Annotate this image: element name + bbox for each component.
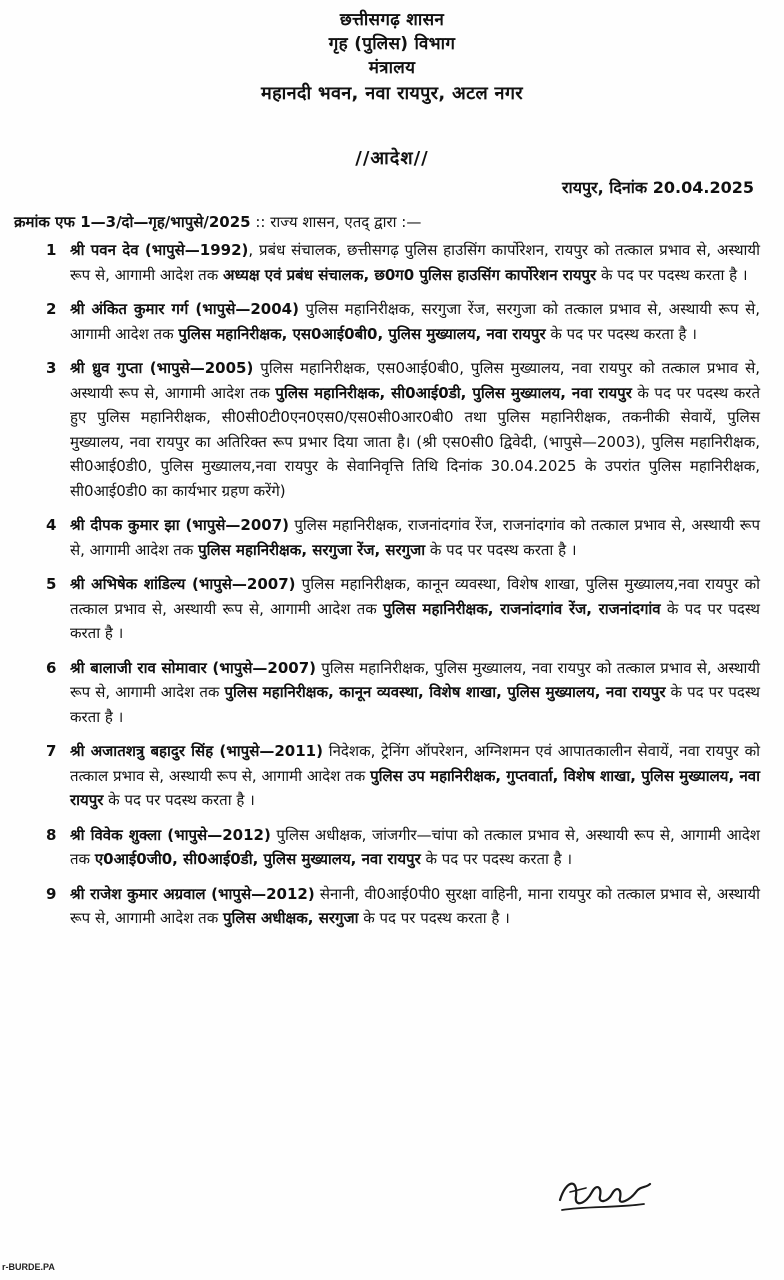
item-text-end: के पद पर पदस्थ करता है । (420, 850, 573, 868)
footer-mark: r-BURDE.PA (2, 1262, 55, 1272)
item-number: 9 (46, 884, 57, 903)
new-post: पुलिस महानिरीक्षक, सरगुजा रेंज, सरगुजा (198, 540, 426, 559)
new-post: पुलिस महानिरीक्षक, सी0आई0डी, पुलिस मुख्यालय, नवा रायपुर (275, 383, 632, 402)
header-ministry: मंत्रालय (368, 58, 416, 78)
order-item (0, 238, 784, 287)
item-text-end: के पद पर पदस्थ करता है । (425, 540, 577, 559)
reference-text: :: राज्य शासन, एतद् द्वारा :— (250, 213, 422, 231)
new-post: पुलिस महानिरीक्षक, कानून व्यवस्था, विशेष शाखा, पुलिस मुख्यालय, नवा रायपुर (224, 683, 666, 701)
order-item (0, 656, 784, 730)
new-post: ए0आई0जी0, सी0आई0डी, पुलिस मुख्यालय, नवा रायपुर (94, 850, 421, 868)
order-item (0, 823, 784, 872)
item-text: पुलिस अधीक्षक, जांजगीर—चांपा को तत्काल प्रभाव से, अस्थायी रूप से, आगामी आदेश तक (70, 825, 760, 868)
item-text-end: के पद पर पदस्थ करता है । (103, 791, 255, 809)
item-text-end: के पद पर पदस्थ करता है । (358, 909, 510, 927)
signature-mark (556, 1170, 656, 1216)
item-text: पुलिस महानिरीक्षक, कानून व्यवस्था, विशेष शाखा, पुलिस मुख्यालय,नवा रायपुर को तत्काल प्रभाव से, अस्थायी रूप से, आगामी आदेश तक (70, 575, 760, 618)
new-post: अध्यक्ष एवं प्रबंध संचालक, छ0ग0 पुलिस हाउसिंग कार्पोरेशन रायपुर (223, 265, 597, 284)
order-item (0, 739, 784, 813)
date-line: रायपुर, दिनांक 20.04.2025 (562, 178, 754, 197)
officer-name: श्री ध्रुव गुप्ता (भापुसे—2005) (70, 359, 254, 377)
new-post: पुलिस महानिरीक्षक, राजनांदगांव रेंज, राजनांदगांव (383, 599, 661, 618)
officer-name: श्री अजातशत्रु बहादुर सिंह (भापुसे—2011) (70, 742, 323, 760)
order-item (0, 882, 784, 931)
order-item (0, 356, 784, 503)
item-number: 7 (46, 742, 57, 760)
item-number: 1 (46, 241, 57, 259)
item-text: सेनानी, वी0आई0पी0 सुरक्षा वाहिनी, माना रायपुर को तत्काल प्रभाव से, अस्थायी रूप से, आगामी आदेश तक (70, 884, 760, 927)
new-post: पुलिस उप महानिरीक्षक, गुप्तवार्ता, विशेष शाखा, पुलिस मुख्यालय, नवा रायपुर (70, 766, 760, 809)
order-items (0, 238, 784, 931)
item-number: 2 (46, 300, 57, 318)
header-government: छत्तीसगढ़ शासन (339, 10, 445, 30)
item-text: निदेशक, ट्रेनिंग ऑपरेशन, अग्निशमन एवं आपातकालीन सेवायें, नवा रायपुर को तत्काल प्रभाव से, अस्थायी रूप से, आगामी आदेश तक (70, 742, 760, 785)
item-text-end: के पद पर पदस्थ करता है । (596, 265, 748, 284)
item-number: 6 (46, 658, 57, 677)
officer-name: श्री दीपक कुमार झा (भापुसे—2007) (70, 516, 289, 534)
order-item (0, 513, 784, 562)
officer-name: श्री अंकित कुमार गर्ग (भापुसे—2004) (70, 300, 299, 318)
item-number: 8 (46, 825, 57, 844)
order-item (0, 572, 784, 646)
order-item (0, 297, 784, 346)
reference-number: क्रमांक एफ 1—3/दो—गृह/भापुसे/2025 (14, 213, 251, 231)
letterhead (0, 8, 784, 106)
new-post: पुलिस अधीक्षक, सरगुजा (223, 909, 359, 927)
item-text: पुलिस महानिरीक्षक, एस0आई0बी0, पुलिस मुख्यालय, नवा रायपुर को तत्काल प्रभाव से, अस्थायी रूप से, आगामी आदेश तक (70, 359, 760, 402)
item-number: 3 (46, 359, 57, 377)
item-text-end: के पद पर पदस्थ करता है । (545, 324, 697, 343)
item-number: 4 (46, 516, 57, 534)
item-text: पुलिस महानिरीक्षक, सरगुजा रेंज, सरगुजा को तत्काल प्रभाव से, अस्थायी रूप से, आगामी आदेश तक (70, 300, 760, 343)
item-text: , प्रबंध संचालक, छत्तीसगढ़ पुलिस हाउसिंग कार्पोरेशन, रायपुर को तत्काल प्रभाव से, अस्थायी रूप से, आगामी आदेश तक (70, 241, 760, 284)
order-title: //आदेश// (355, 148, 429, 169)
item-text: पुलिस महानिरीक्षक, राजनांदगांव रेंज, राजनांदगांव को तत्काल प्रभाव से, अस्थायी रूप से, आगामी आदेश तक (70, 516, 760, 559)
officer-name: श्री विवेक शुक्ला (भापुसे—2012) (70, 825, 271, 844)
officer-name: श्री बालाजी राव सोमावार (भापुसे—2007) (70, 658, 316, 677)
item-number: 5 (46, 575, 57, 593)
header-department: गृह (पुलिस) विभाग (328, 34, 456, 54)
new-post: पुलिस महानिरीक्षक, एस0आई0बी0, पुलिस मुख्यालय, नवा रायपुर (178, 324, 546, 343)
reference-line (14, 212, 764, 232)
item-text-end: के पद पर पदस्थ करता है । (70, 599, 760, 642)
item-text-end: के पद पर पदस्थ करते हुए पुलिस महानिरीक्षक, सी0सी0टी0एन0एस0/एस0सी0आर0बी0 तथा पुलिस महानिरीक्षक, तकनीकी सेवायें, पुलिस मुख्यालय, नवा रायपुर का अतिरिक्त रूप प्रभार दिया जाता है। (श्री एस0सी0 द्विवेदी, (भापुसे—2003), पुलिस महानिरीक्षक, सी0आई0डी0, पुलिस मुख्यालय,नवा रायपुर के सेवानिवृत्ति तिथि दिनांक 30.04.2025 के उपरांत पुलिस महानिरीक्षक, सी0आई0डी0 का कार्यभार ग्रहण करेंगे) (70, 383, 760, 500)
officer-name: श्री पवन देव (भापुसे—1992) (70, 241, 249, 259)
item-text: पुलिस महानिरीक्षक, पुलिस मुख्यालय, नवा रायपुर को तत्काल प्रभाव से, अस्थायी रूप से, आगामी आदेश तक (70, 658, 760, 701)
officer-name: श्री अभिषेक शांडिल्य (भापुसे—2007) (70, 575, 296, 593)
item-text-end: के पद पर पदस्थ करता है । (70, 683, 760, 726)
officer-name: श्री राजेश कुमार अग्रवाल (भापुसे—2012) (70, 884, 315, 903)
header-address: महानदी भवन, नवा रायपुर, अटल नगर (261, 83, 523, 104)
